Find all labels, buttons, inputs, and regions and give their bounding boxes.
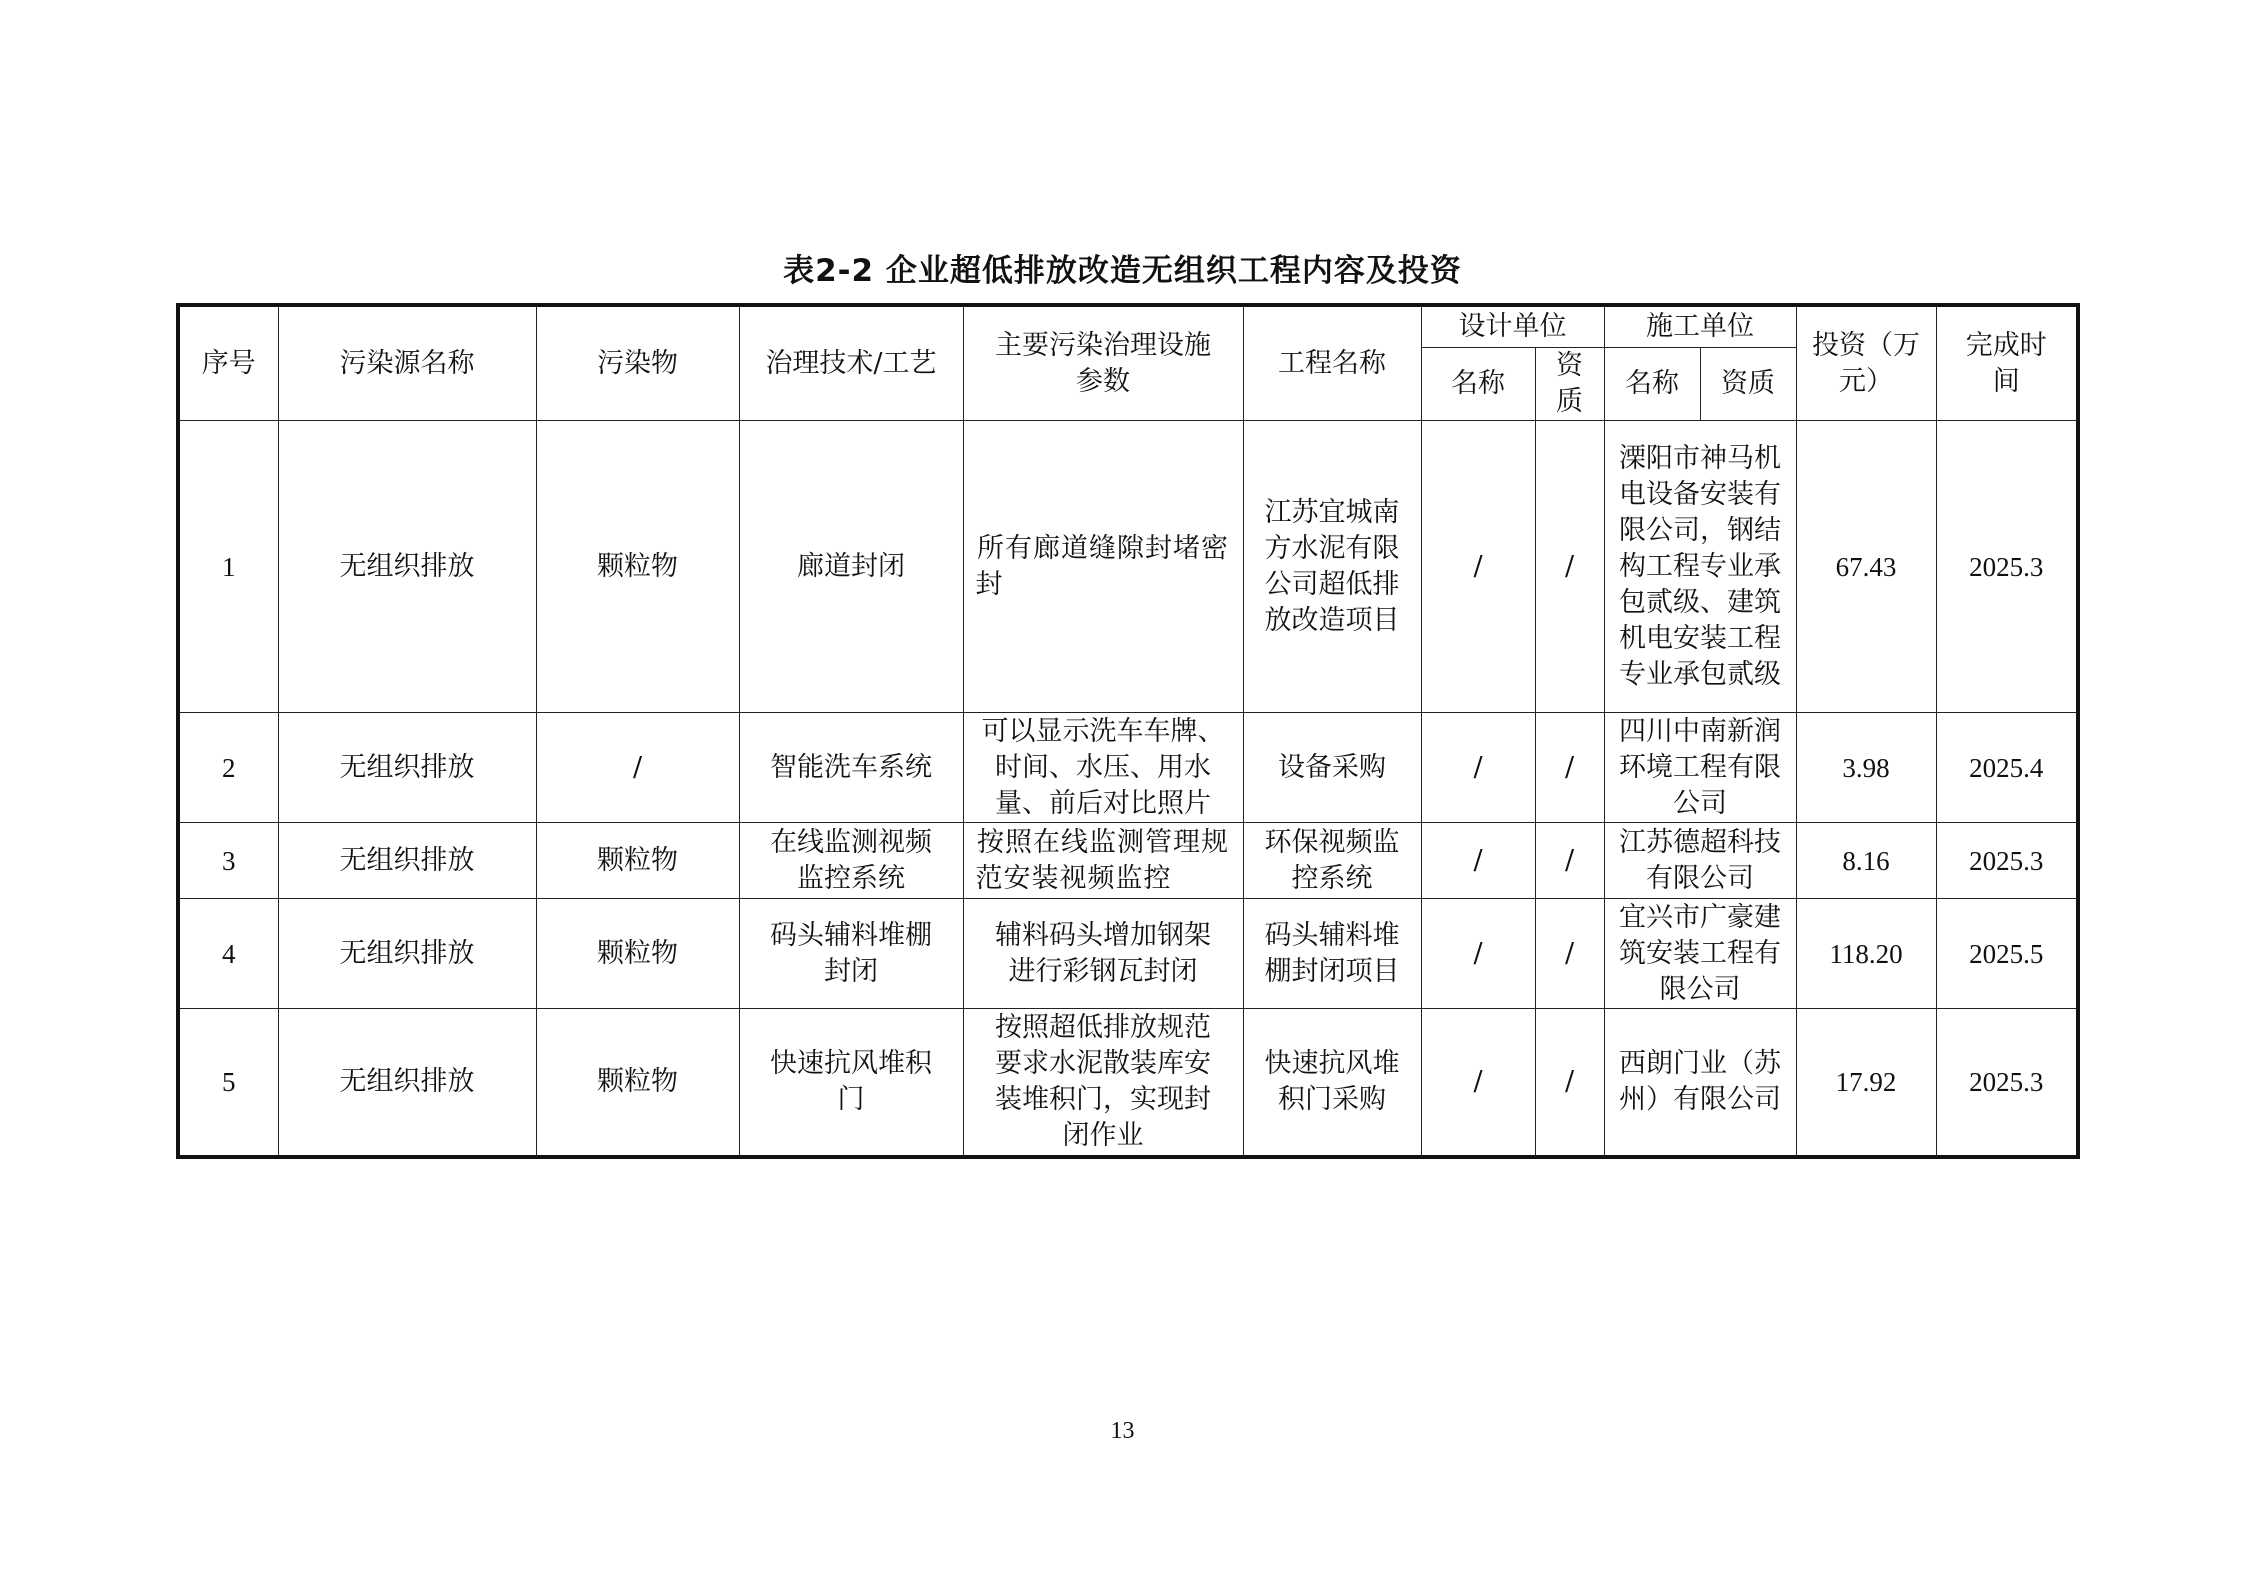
cell-technology: 快速抗风堆积门 bbox=[739, 1009, 963, 1157]
cell-completion: 2025.3 bbox=[1936, 1009, 2078, 1157]
header-build-qual: 资质 bbox=[1700, 348, 1796, 421]
table-row bbox=[178, 713, 2078, 823]
cell-source: 无组织排放 bbox=[278, 899, 536, 1009]
cell-technology: 智能洗车系统 bbox=[739, 713, 963, 823]
cell-completion: 2025.5 bbox=[1936, 899, 2078, 1009]
cell-project: 码头辅料堆棚封闭项目 bbox=[1243, 899, 1421, 1009]
cell-design-name: / bbox=[1421, 421, 1535, 713]
header-design-qual: 资质 bbox=[1535, 348, 1604, 421]
cell-params: 所有廊道缝隙封堵密封 bbox=[963, 421, 1243, 713]
table-row bbox=[178, 1009, 2078, 1157]
cell-seq: 2 bbox=[178, 713, 278, 823]
header-completion: 完成时间 bbox=[1936, 305, 2078, 421]
cell-investment: 8.16 bbox=[1796, 823, 1936, 899]
cell-technology: 码头辅料堆棚封闭 bbox=[739, 899, 963, 1009]
cell-params: 辅料码头增加钢架进行彩钢瓦封闭 bbox=[963, 899, 1243, 1009]
cell-design-qual: / bbox=[1535, 1009, 1604, 1157]
header-row-1 bbox=[178, 305, 2078, 348]
cell-source: 无组织排放 bbox=[278, 713, 536, 823]
cell-build-unit: 江苏德超科技有限公司 bbox=[1604, 823, 1796, 899]
header-investment: 投资（万元） bbox=[1796, 305, 1936, 421]
cell-seq: 3 bbox=[178, 823, 278, 899]
page-number: 13 bbox=[1110, 1418, 1135, 1444]
cell-investment: 3.98 bbox=[1796, 713, 1936, 823]
cell-pollutant: 颗粒物 bbox=[536, 421, 739, 713]
header-params: 主要污染治理设施参数 bbox=[963, 305, 1243, 421]
cell-design-name: / bbox=[1421, 1009, 1535, 1157]
cell-build-unit: 宜兴市广豪建筑安装工程有限公司 bbox=[1604, 899, 1796, 1009]
header-build-name: 名称 bbox=[1604, 348, 1700, 421]
cell-params: 按照在线监测管理规范安装视频监控 bbox=[963, 823, 1243, 899]
header-source: 污染源名称 bbox=[278, 305, 536, 421]
header-technology: 治理技术/工艺 bbox=[739, 305, 963, 421]
cell-pollutant: 颗粒物 bbox=[536, 1009, 739, 1157]
header-seq: 序号 bbox=[178, 305, 278, 421]
cell-source: 无组织排放 bbox=[278, 823, 536, 899]
cell-source: 无组织排放 bbox=[278, 421, 536, 713]
cell-design-qual: / bbox=[1535, 713, 1604, 823]
cell-design-name: / bbox=[1421, 899, 1535, 1009]
cell-pollutant: 颗粒物 bbox=[536, 899, 739, 1009]
cell-seq: 4 bbox=[178, 899, 278, 1009]
cell-project: 环保视频监控系统 bbox=[1243, 823, 1421, 899]
cell-project: 快速抗风堆积门采购 bbox=[1243, 1009, 1421, 1157]
cell-seq: 1 bbox=[178, 421, 278, 713]
header-pollutant: 污染物 bbox=[536, 305, 739, 421]
cell-completion: 2025.3 bbox=[1936, 823, 2078, 899]
cell-technology: 廊道封闭 bbox=[739, 421, 963, 713]
cell-investment: 118.20 bbox=[1796, 899, 1936, 1009]
cell-project: 设备采购 bbox=[1243, 713, 1421, 823]
cell-source: 无组织排放 bbox=[278, 1009, 536, 1157]
investment-table bbox=[176, 303, 2080, 1159]
table-row bbox=[178, 421, 2078, 713]
table-row bbox=[178, 899, 2078, 1009]
cell-project: 江苏宜城南方水泥有限公司超低排放改造项目 bbox=[1243, 421, 1421, 713]
cell-build-unit: 溧阳市神马机电设备安装有限公司，钢结构工程专业承包贰级、建筑机电安装工程专业承包贰级 bbox=[1604, 421, 1796, 713]
header-project: 工程名称 bbox=[1243, 305, 1421, 421]
cell-pollutant: 颗粒物 bbox=[536, 823, 739, 899]
cell-investment: 17.92 bbox=[1796, 1009, 1936, 1157]
header-design-unit: 设计单位 bbox=[1421, 305, 1604, 348]
cell-seq: 5 bbox=[178, 1009, 278, 1157]
cell-params: 按照超低排放规范要求水泥散装库安装堆积门，实现封闭作业 bbox=[963, 1009, 1243, 1157]
header-design-name: 名称 bbox=[1421, 348, 1535, 421]
cell-design-name: / bbox=[1421, 713, 1535, 823]
cell-build-unit: 四川中南新润环境工程有限公司 bbox=[1604, 713, 1796, 823]
cell-design-name: / bbox=[1421, 823, 1535, 899]
cell-completion: 2025.4 bbox=[1936, 713, 2078, 823]
cell-params: 可以显示洗车车牌、时间、水压、用水量、前后对比照片 bbox=[963, 713, 1243, 823]
table-row bbox=[178, 823, 2078, 899]
header-build-unit: 施工单位 bbox=[1604, 305, 1796, 348]
cell-pollutant: / bbox=[536, 713, 739, 823]
cell-design-qual: / bbox=[1535, 421, 1604, 713]
cell-design-qual: / bbox=[1535, 899, 1604, 1009]
cell-build-unit: 西朗门业（苏州）有限公司 bbox=[1604, 1009, 1796, 1157]
cell-design-qual: / bbox=[1535, 823, 1604, 899]
table-title: 表2-2 企业超低排放改造无组织工程内容及投资 bbox=[783, 253, 1462, 289]
cell-investment: 67.43 bbox=[1796, 421, 1936, 713]
cell-completion: 2025.3 bbox=[1936, 421, 2078, 713]
cell-technology: 在线监测视频监控系统 bbox=[739, 823, 963, 899]
